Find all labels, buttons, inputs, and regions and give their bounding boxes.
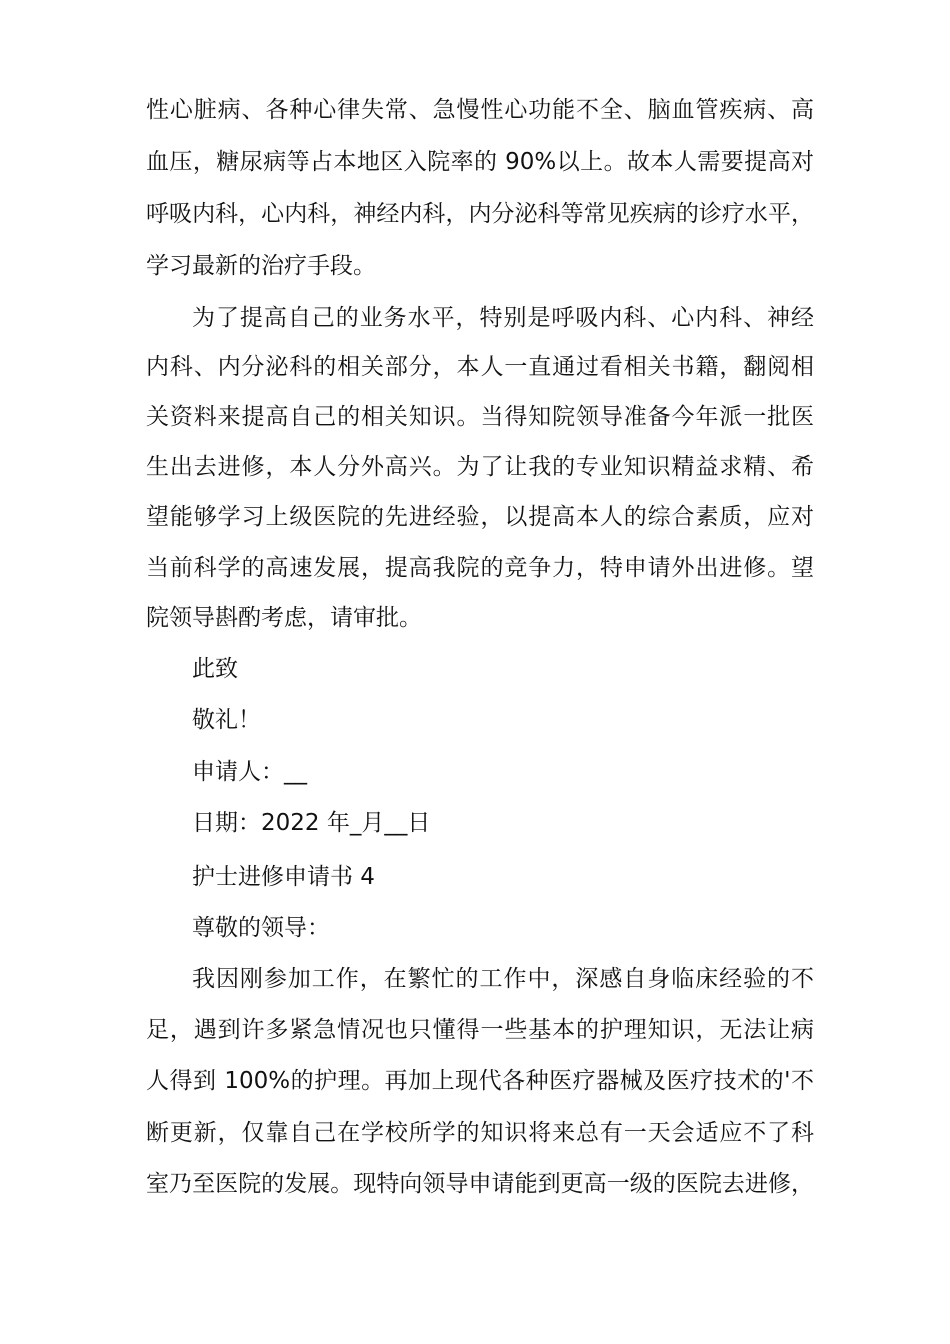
paragraph-line: 人得到 100%的护理。再加上现代各种医疗器械及医疗技术的'不: [146, 1068, 814, 1094]
paragraph-line: 望能够学习上级医院的先进经验，以提高本人的综合素质，应对: [146, 504, 814, 530]
closing-line: 此致: [192, 656, 238, 682]
paragraph-line: 呼吸内科，心内科，神经内科，内分泌科等常见疾病的诊疗水平，: [146, 201, 814, 227]
paragraph-line: 足，遇到许多紧急情况也只懂得一些基本的护理知识，无法让病: [146, 1017, 814, 1043]
section-title: 护士进修申请书 4: [192, 864, 375, 890]
paragraph-line: 断更新，仅靠自己在学校所学的知识将来总有一天会适应不了科: [146, 1120, 814, 1146]
paragraph-line: 当前科学的高速发展，提高我院的竞争力，特申请外出进修。望: [146, 555, 814, 581]
paragraph-line: 为了提高自己的业务水平，特别是呼吸内科、心内科、神经: [192, 305, 814, 331]
paragraph-line: 血压，糖尿病等占本地区入院率的 90%以上。故本人需要提高对: [146, 149, 814, 175]
paragraph-line: 内科、内分泌科的相关部分，本人一直通过看相关书籍，翻阅相: [146, 354, 814, 380]
paragraph-line: 性心脏病、各种心律失常、急慢性心功能不全、脑血管疾病、高: [146, 97, 814, 123]
paragraph-line: 关资料来提高自己的相关知识。当得知院领导准备今年派一批医: [146, 404, 814, 430]
paragraph-line: 室乃至医院的发展。现特向领导申请能到更高一级的医院去进修，: [146, 1171, 814, 1197]
closing-line: 敬礼！: [192, 707, 261, 733]
paragraph-line: 院领导斟酌考虑，请审批。: [146, 605, 422, 631]
paragraph-line: 生出去进修，本人分外高兴。为了让我的专业知识精益求精、希: [146, 454, 814, 480]
date-line: 日期：2022 年_月__日: [192, 810, 431, 836]
salutation: 尊敬的领导：: [192, 915, 330, 941]
applicant-line: 申请人：__: [192, 759, 307, 785]
paragraph-line: 我因刚参加工作，在繁忙的工作中，深感自身临床经验的不: [192, 966, 814, 992]
paragraph-line: 学习最新的治疗手段。: [146, 253, 376, 279]
